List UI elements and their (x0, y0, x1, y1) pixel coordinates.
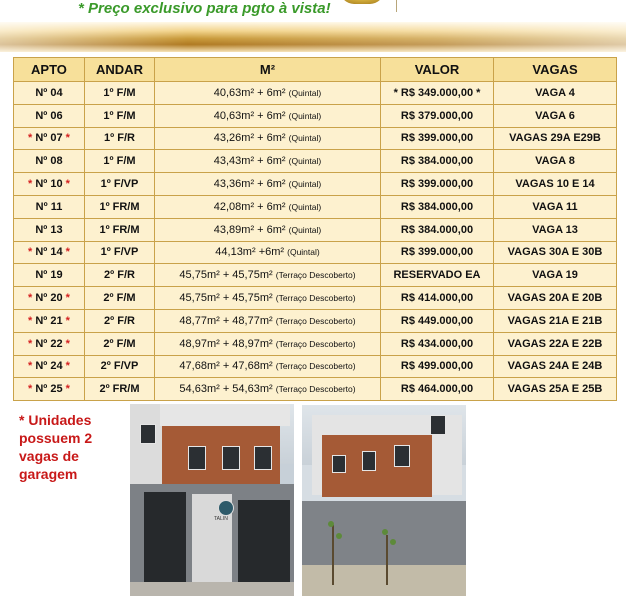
cell-andar: 1º F/VP (85, 241, 155, 264)
cell-area: 40,63m² + 6m² (Quintal) (155, 104, 381, 127)
cell-vagas: VAGAS 30A E 30B (494, 241, 617, 264)
cash-price-note: * Preço exclusivo para pgto à vista! (78, 0, 331, 17)
col-header-andar: ANDAR (85, 58, 155, 82)
cell-valor: RESERVADO EA (381, 264, 494, 287)
units-table-body (14, 82, 617, 401)
cell-vagas: VAGA 4 (494, 82, 617, 105)
cell-apto: * Nº 07 * (14, 127, 85, 150)
cell-valor: R$ 414.000,00 (381, 287, 494, 310)
cell-andar: 2º F/R (85, 309, 155, 332)
cell-andar: 1º F/M (85, 150, 155, 173)
talin-badge-icon (218, 500, 234, 516)
cell-valor: R$ 449.000,00 (381, 309, 494, 332)
cell-valor: R$ 399.000,00 (381, 127, 494, 150)
cell-apto: Nº 04 (14, 82, 85, 105)
table-row (14, 309, 617, 332)
cell-area: 47,68m² + 47,68m² (Terraço Descoberto) (155, 355, 381, 378)
table-header-row (14, 58, 617, 82)
cell-andar: 2º FR/M (85, 378, 155, 401)
cell-valor: R$ 384.000,00 (381, 195, 494, 218)
cell-valor: R$ 434.000,00 (381, 332, 494, 355)
cell-apto: * Nº 20 * (14, 287, 85, 310)
table-row (14, 287, 617, 310)
parking-footnote: * Unidades possuem 2 vagas de garagem (19, 412, 93, 482)
cell-apto: Nº 06 (14, 104, 85, 127)
cell-area: 43,26m² + 6m² (Quintal) (155, 127, 381, 150)
cell-andar: 1º F/M (85, 82, 155, 105)
building-photo-front (130, 404, 294, 596)
table-row (14, 127, 617, 150)
cell-valor: R$ 464.000,00 (381, 378, 494, 401)
cell-apto: Nº 08 (14, 150, 85, 173)
cell-apto: * Nº 22 * (14, 332, 85, 355)
table-row (14, 264, 617, 287)
gold-band (0, 22, 626, 52)
badge-label: TALIN (214, 516, 228, 522)
cell-vagas: VAGAS 10 E 14 (494, 173, 617, 196)
cell-apto: Nº 19 (14, 264, 85, 287)
cell-area: 42,08m² + 6m² (Quintal) (155, 195, 381, 218)
cell-andar: 1º F/M (85, 104, 155, 127)
cell-vagas: VAGAS 24A E 24B (494, 355, 617, 378)
cell-vagas: VAGA 6 (494, 104, 617, 127)
table-row (14, 332, 617, 355)
table-row (14, 195, 617, 218)
cell-area: 43,36m² + 6m² (Quintal) (155, 173, 381, 196)
cell-area: 43,43m² + 6m² (Quintal) (155, 150, 381, 173)
col-header-vagas: VAGAS (494, 58, 617, 82)
cell-andar: 2º F/M (85, 287, 155, 310)
col-header-m2: M² (155, 58, 381, 82)
table-row (14, 82, 617, 105)
cell-area: 43,89m² + 6m² (Quintal) (155, 218, 381, 241)
cell-area: 45,75m² + 45,75m² (Terraço Descoberto) (155, 264, 381, 287)
cell-vagas: VAGA 13 (494, 218, 617, 241)
cell-andar: 1º FR/M (85, 218, 155, 241)
gold-emblem (340, 0, 384, 4)
cell-area: 40,63m² + 6m² (Quintal) (155, 82, 381, 105)
cell-vagas: VAGAS 25A E 25B (494, 378, 617, 401)
cell-apto: Nº 11 (14, 195, 85, 218)
cell-area: 54,63m² + 54,63m² (Terraço Descoberto) (155, 378, 381, 401)
cell-valor: R$ 499.000,00 (381, 355, 494, 378)
cell-andar: 1º F/R (85, 127, 155, 150)
table-row (14, 173, 617, 196)
cell-apto: * Nº 21 * (14, 309, 85, 332)
header-divider (396, 0, 397, 12)
units-table (13, 57, 617, 401)
cell-area: 48,77m² + 48,77m² (Terraço Descoberto) (155, 309, 381, 332)
cell-valor: R$ 384.000,00 (381, 218, 494, 241)
cell-vagas: VAGAS 21A E 21B (494, 309, 617, 332)
cell-valor: R$ 384.000,00 (381, 150, 494, 173)
cell-andar: 2º F/M (85, 332, 155, 355)
col-header-apto: APTO (14, 58, 85, 82)
cell-apto: * Nº 14 * (14, 241, 85, 264)
cell-apto: * Nº 24 * (14, 355, 85, 378)
cell-valor: R$ 399.000,00 (381, 241, 494, 264)
cell-valor: R$ 379.000,00 (381, 104, 494, 127)
cell-apto: Nº 13 (14, 218, 85, 241)
cell-area: 44,13m² +6m² (Quintal) (155, 241, 381, 264)
cell-andar: 2º F/VP (85, 355, 155, 378)
cell-valor: * R$ 349.000,00 * (381, 82, 494, 105)
table-row (14, 241, 617, 264)
table-row (14, 150, 617, 173)
cell-andar: 1º F/VP (85, 173, 155, 196)
table-row (14, 218, 617, 241)
building-photo-side (302, 405, 466, 596)
table-row (14, 104, 617, 127)
cell-vagas: VAGA 8 (494, 150, 617, 173)
col-header-valor: VALOR (381, 58, 494, 82)
cell-vagas: VAGAS 29A E29B (494, 127, 617, 150)
cell-andar: 2º F/R (85, 264, 155, 287)
cell-apto: * Nº 25 * (14, 378, 85, 401)
cell-vagas: VAGAS 22A E 22B (494, 332, 617, 355)
table-row (14, 378, 617, 401)
table-row (14, 355, 617, 378)
cell-vagas: VAGAS 20A E 20B (494, 287, 617, 310)
cell-apto: * Nº 10 * (14, 173, 85, 196)
cell-valor: R$ 399.000,00 (381, 173, 494, 196)
cell-area: 45,75m² + 45,75m² (Terraço Descoberto) (155, 287, 381, 310)
cell-andar: 1º FR/M (85, 195, 155, 218)
cell-vagas: VAGA 19 (494, 264, 617, 287)
cell-area: 48,97m² + 48,97m² (Terraço Descoberto) (155, 332, 381, 355)
cell-vagas: VAGA 11 (494, 195, 617, 218)
